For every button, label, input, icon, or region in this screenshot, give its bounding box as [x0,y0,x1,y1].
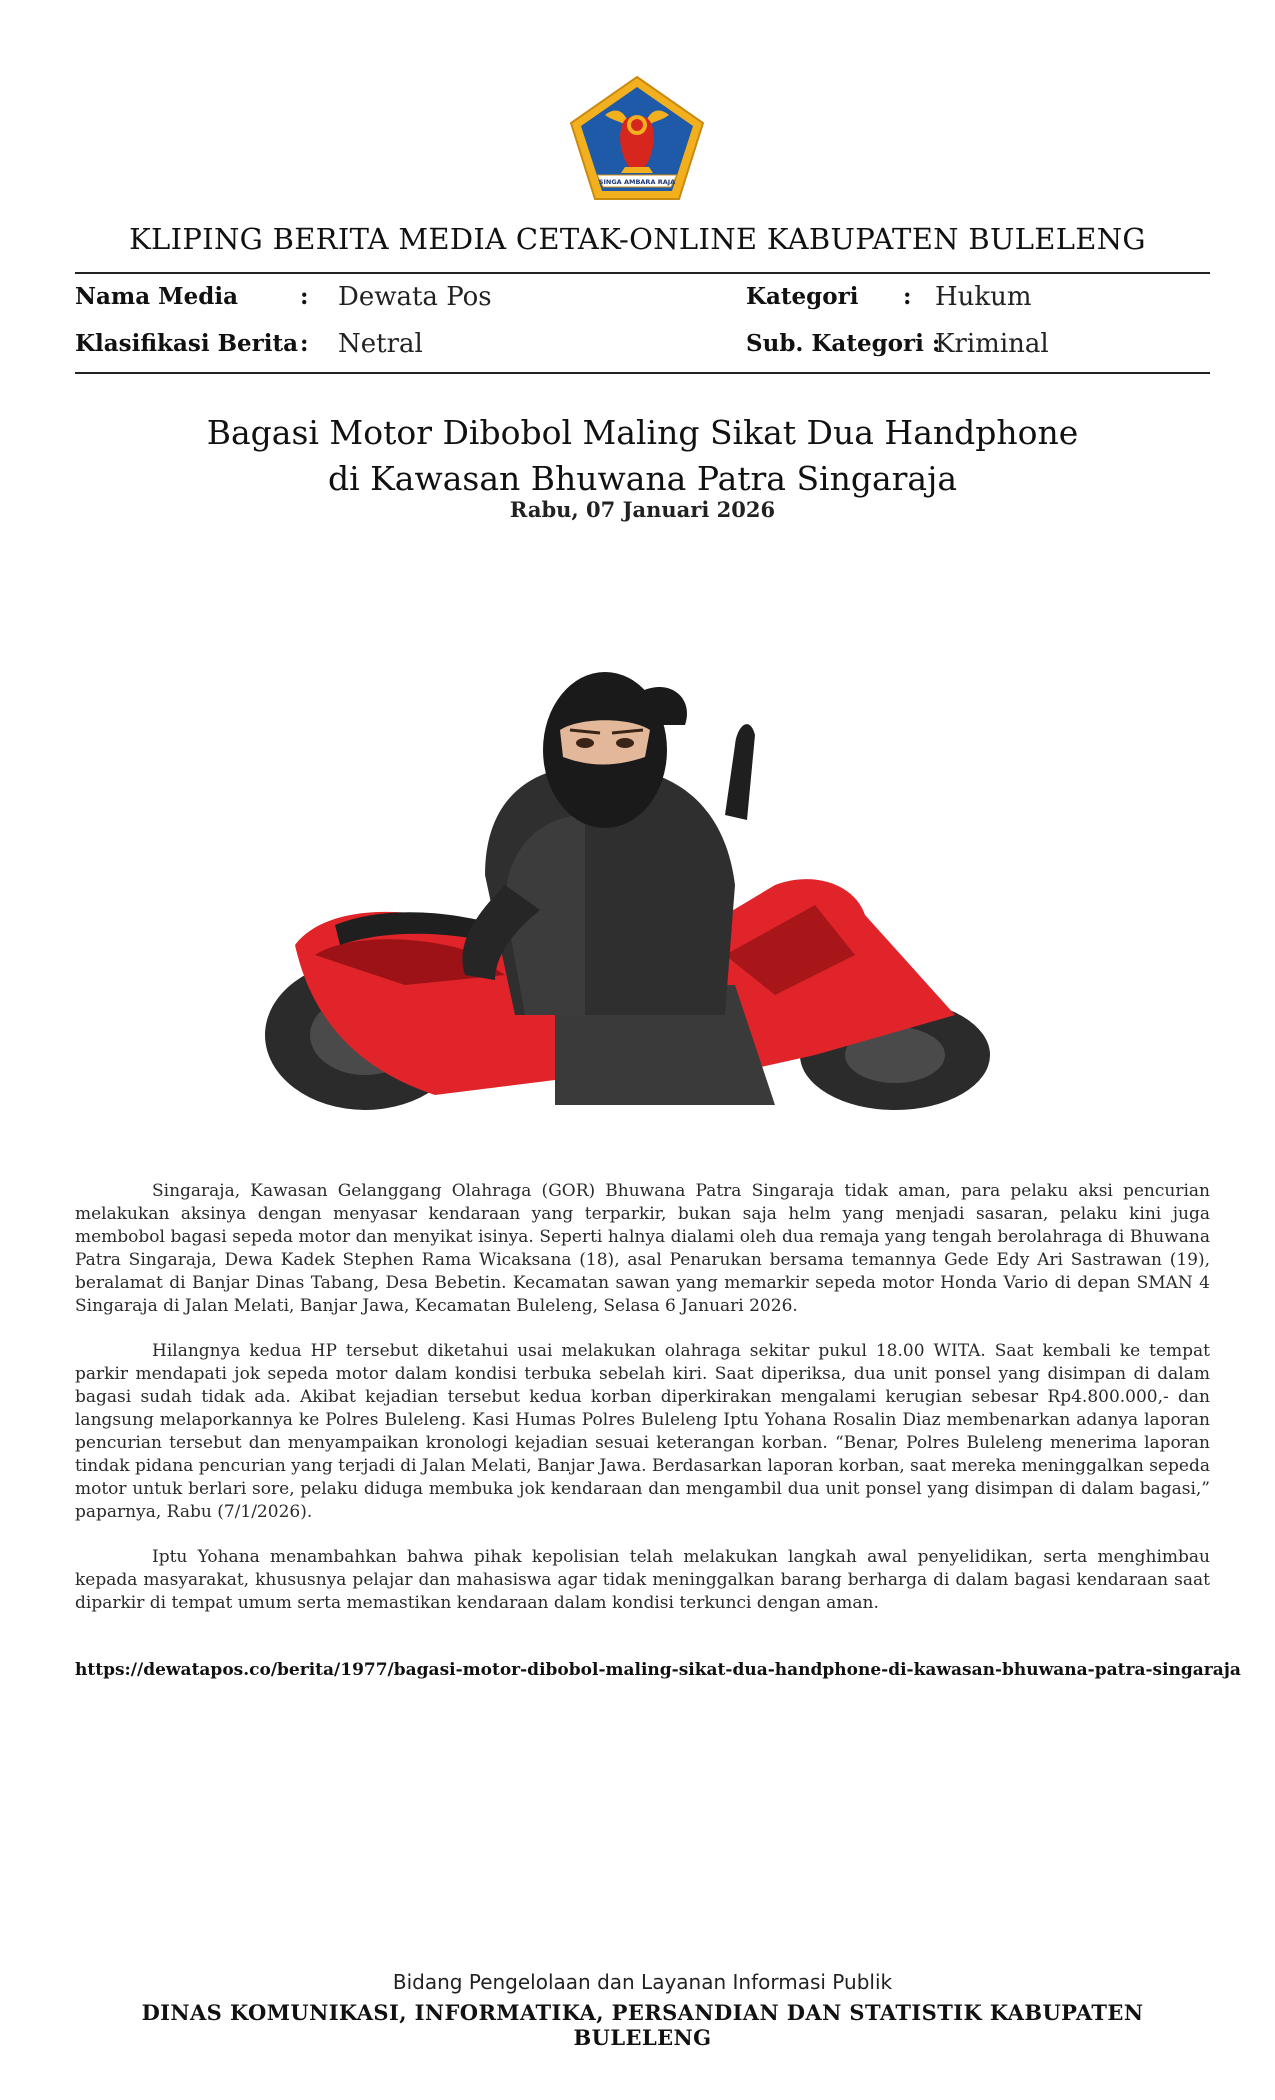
page-title: KLIPING BERITA MEDIA CETAK-ONLINE KABUPATEN BULELENG [129,222,1146,256]
nama-media-label: Nama Media [75,283,238,310]
nama-media-value-wrap [338,282,492,312]
footer-agency: DINAS KOMUNIKASI, INFORMATIKA, PERSANDIAN DAN STATISTIK KABUPATEN BULELENG [141,2000,1144,2050]
headline-line-1: Bagasi Motor Dibobol Maling Sikat Dua Handphone [206,413,1079,452]
logo-motto: SINGA AMBARA RAJA [598,178,676,186]
article-date: Rabu, 07 Januari 2026 [509,497,776,522]
buleleng-regency-emblem-icon [567,75,707,203]
masked-thief-on-motorcycle [255,655,1020,1110]
footer-department: Bidang Pengelolaan dan Layanan Informasi Publik [392,1970,893,1994]
article-body [75,1180,1210,1637]
top-divider [75,272,1210,274]
klasifikasi-value: Netral [338,329,423,359]
klasifikasi-value-wrap [338,329,423,359]
sub-kategori-value-wrap [935,329,1049,359]
sub-kategori-label: Sub. Kategori : [746,330,941,357]
article-paragraph: Iptu Yohana menambahkan bahwa pihak kepolisian telah melakukan langkah awal penyelidikan, serta menghimbau kepada masyarakat, khususnya pelajar dan mahasiswa agar tidak meninggalkan barang berharga di dalam bagasi kendaraan saat diparkir di tempat umum serta memastikan kendaraan dalam kondisi terkunci dengan aman. [75,1547,1210,1613]
klasifikasi-label: Klasifikasi Berita [75,330,299,357]
source-url-link[interactable]: https://dewatapos.co/berita/1977/bagasi-motor-dibobol-maling-sikat-dua-handphone-di-kawasan-bhuwana-patra-singaraja [75,1660,1241,1680]
kategori-value-wrap [935,282,1032,312]
sub-kategori-value: Kriminal [935,329,1049,359]
article-paragraph: Hilangnya kedua HP tersebut diketahui usai melakukan olahraga sekitar pukul 18.00 WITA. Saat kembali ke tempat parkir mendapati jok sepeda motor dalam kondisi terbuka sebelah kiri. Saat diperiksa, dua unit ponsel yang disimpan di dalam bagasi sudah tidak ada. Akibat kejadian tersebut kedua korban diperkirakan mengalami kerugian sebesar Rp4.800.000,- dan langsung melaporkannya ke Polres Buleleng. Kasi Humas Polres Buleleng Iptu Yohana Rosalin Diaz membenarkan adanya laporan pencurian tersebut dan menyampaikan kronologi kejadian sesuai keterangan korban. “Benar, Polres Buleleng menerima laporan tindak pidana pencurian yang terjadi di Jalan Melati, Banjar Jawa. Berdasarkan laporan korban, saat mereka meninggalkan sepeda motor untuk berlari sore, pelaku diduga membuka jok kendaraan dan mengambil dua unit ponsel yang disimpan di dalam bagasi,” paparnya, Rabu (7/1/2026). [75,1341,1211,1522]
klasifikasi-label-wrap [75,329,298,357]
nama-media-sep: : [300,283,309,310]
article-paragraph: Singaraja, Kawasan Gelanggang Olahraga (GOR) Bhuwana Patra Singaraja tidak aman, para pelaku aksi pencurian melakukan aksinya dengan menyasar kendaraan yang terparkir, bukan saja helm yang menjadi sasaran, pelaku kini juga membobol bagasi sepeda motor dan menyikat isinya. Seperti halnya dialami oleh dua remaja yang tengah berolahraga di Bhuwana Patra Singaraja, Dewa Kadek Stephen Rama Wicaksana (18), asal Penarukan bersama temannya Gede Edy Ari Sastrawan (19), beralamat di Banjar Dinas Tabang, Desa Bebetin. Kecamatan sawan yang memarkir sepeda motor Honda Vario di depan SMAN 4 Singaraja di Jalan Melati, Banjar Jawa, Kecamatan Buleleng, Selasa 6 Januari 2026. [75,1181,1210,1316]
kategori-sep: : [903,283,912,310]
article-headline [75,410,1210,502]
kategori-value: Hukum [935,282,1032,312]
kategori-label-wrap [746,282,858,310]
klasifikasi-sep: : [300,330,309,357]
nama-media-value: Dewata Pos [338,282,492,312]
kategori-label: Kategori [746,283,859,310]
nama-media-label-wrap [75,282,238,310]
headline-line-2: di Kawasan Bhuwana Patra Singaraja [327,459,958,498]
sub-kategori-label-wrap [746,329,940,357]
bottom-divider [75,372,1210,374]
